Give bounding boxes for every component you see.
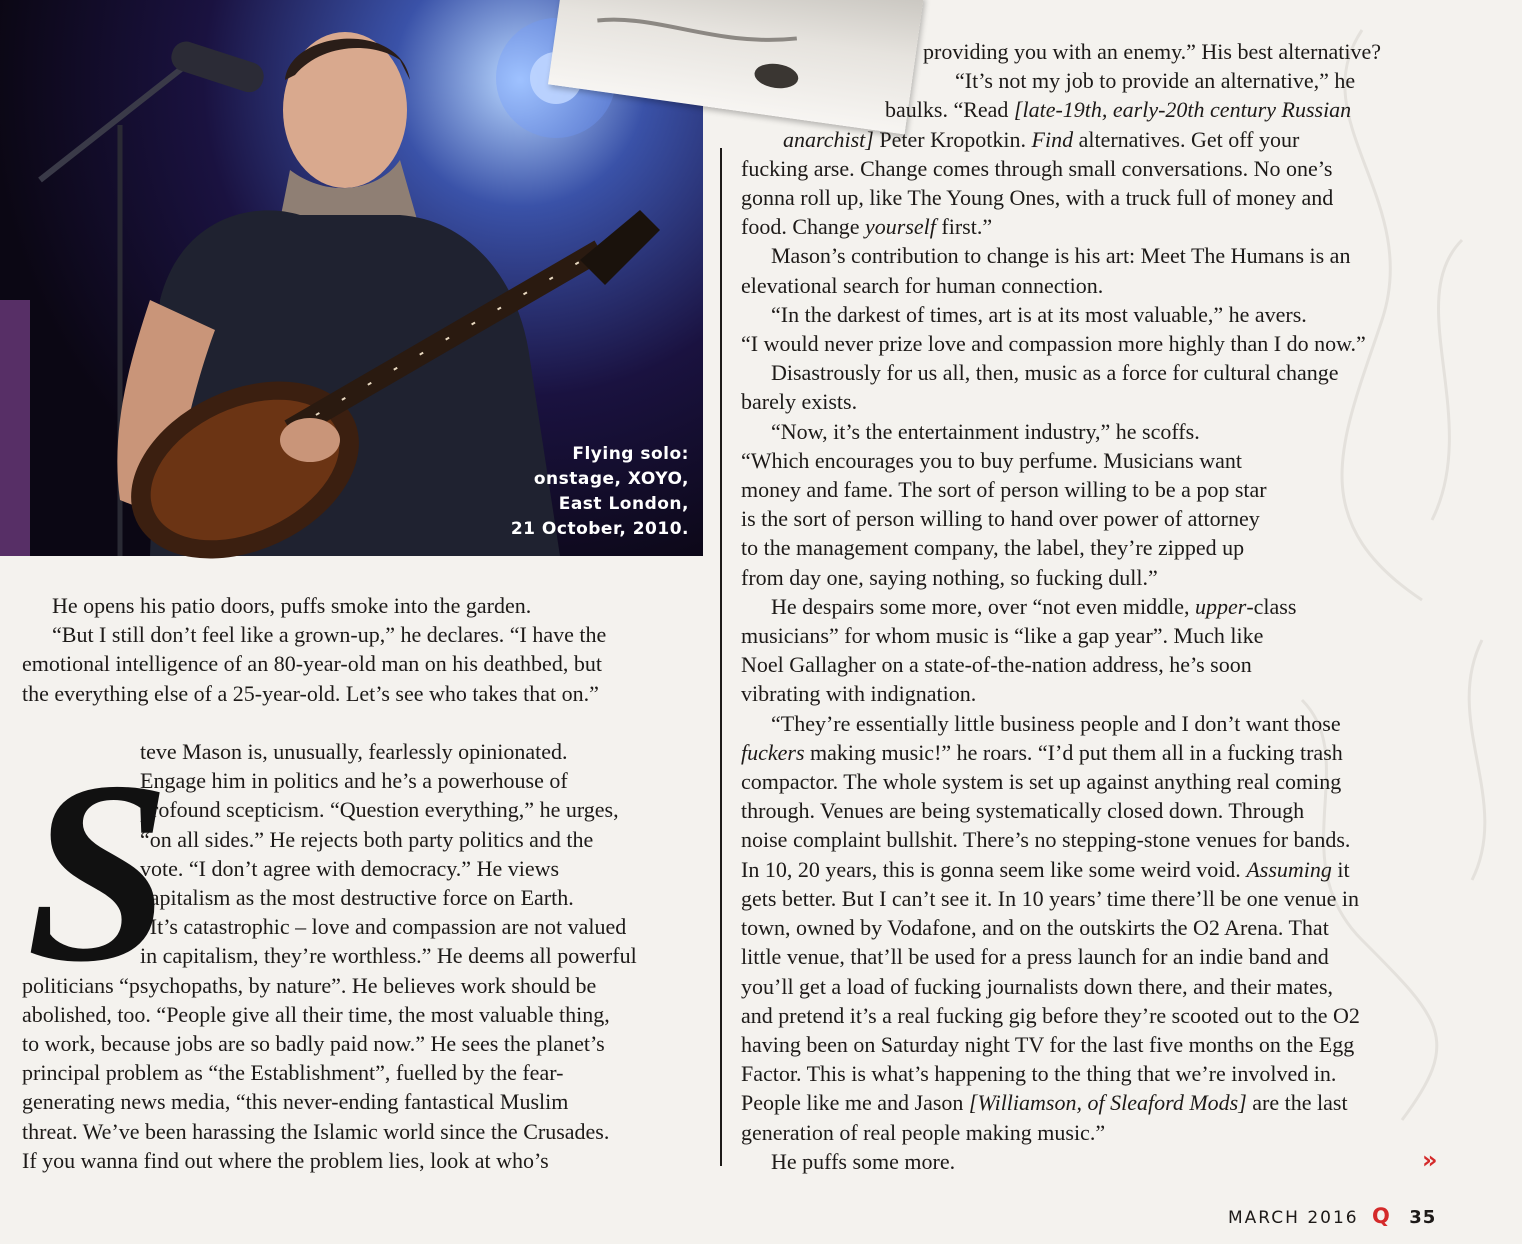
indented-text: teve Mason is, unusually, fearlessly opinionated. Engage him in politics and he’s a powerhouse of profound scepticism. “Question everything,” he urges, “on all sides.” He rejects both party politics and the vote. “I don’t agree with democracy.” He views capitalism as the most destructive force on Earth. “It’s catastrophic – love and compassion are not valued in capitalism, they’re worthless.” He deems all powerful [140,739,637,969]
caption-line: 21 October, 2010. [510,519,689,539]
full-width-text: politicians “psychopaths, by nature”. He believes work should be abolished, too. “People give all their time, the most valuable thing, to work, because jobs are so badly paid now.” He sees the planet’s principal problem as “the Establishment”, fuelled by the fear- generating news media, “this never-ending fantastical Muslim threat. We’ve been harassing the Islamic world since the Crusades. If you wanna find out where the problem lies, look at who’s [22,972,610,1173]
dropcap-paragraph [22,728,687,1175]
caption-line: East London, [558,494,689,514]
page-footer [1228,1204,1436,1228]
dropcap-glyph: S [26,728,171,1016]
caption-line: Flying solo: [572,444,689,464]
page-number: 35 [1409,1207,1437,1228]
column-divider [720,148,722,1166]
continue-arrow-icon: » [1422,1146,1434,1174]
paragraph: He opens his patio doors, puffs smoke into the garden. [52,593,532,618]
caption-line: onstage, XOYO, [533,469,689,489]
paragraph: “But I still don’t feel like a grown-up,” he declares. “I have the emotional intelligence of an 80-year-old man on his deathbed, but the everything else of a 25-year-old. Let’s see who takes that on.” [22,622,607,706]
left-column [22,591,687,708]
issue-date: MARCH 2016 [1228,1208,1359,1228]
dropcap-letter [22,728,171,1016]
q-logo: Q [1372,1204,1390,1228]
photo-caption [449,442,689,542]
right-column: providing you with an enemy.” His best alternative? “It’s not my job to provide an alternative,” he baulks. “Read [late-19th, early-20th century Russian anarchist] Peter Kropotkin. Find alternatives. Get off your fucking arse. Change comes through small conversations. No one’s gonna roll up, like The Young Ones, with a truck full of money and food. Change yourself first.” Mason’s contribution to change is his art: Meet The Humans is an elevational search for human connection. “In the darkest of times, art is at its most valuable,” he avers. “I would never prize love and compassion more highly than I do now.” Disastrously for us all, then, music as a force for cultural change barely exists. “Now, it’s the entertainment industry,” he scoffs. “Which encourages you to buy perfume. Musicians want money and fame. The sort of person willing to be a pop star is the sort of person willing to hand over power of attorney to the management company, the label, they’re zipped up from day one, saying nothing, so fucking dull.” He despairs some more, over “not even middle, upper-class musicians” for whom music is “like a gap year”. Much like Noel Gallagher on a state-of-the-nation address, he’s soon vibrating with indignation. “They’re essentially little business people and I don’t want those fuckers making music!” he roars. “I’d put them all in a fucking trash compactor. The whole system is set up against anything real coming through. Venues are being systematically closed down. Through noise complaint bullshit. There’s no stepping-stone venues for bands. In 10, 20 years, this is gonna seem like some weird void. Assuming it gets better. But I can’t see it. In 10 years’ time there’ll be one venue in town, owned by Vodafone, and on the outskirts the O2 Arena. That little venue, that’ll be used for a press launch for an indie band and you’ll get a load of fucking journalists down there, and their mates, and pretend it’s a real fucking gig before they’re scooted out to the O2 having been on Saturday night TV for the last five months on the Egg Factor. This is what’s happening to the thing that we’re involved in. People like me and Jason [Williamson, of Sleaford Mods] are the last generation of real people making music.” He puffs some more. [741,39,1382,1174]
